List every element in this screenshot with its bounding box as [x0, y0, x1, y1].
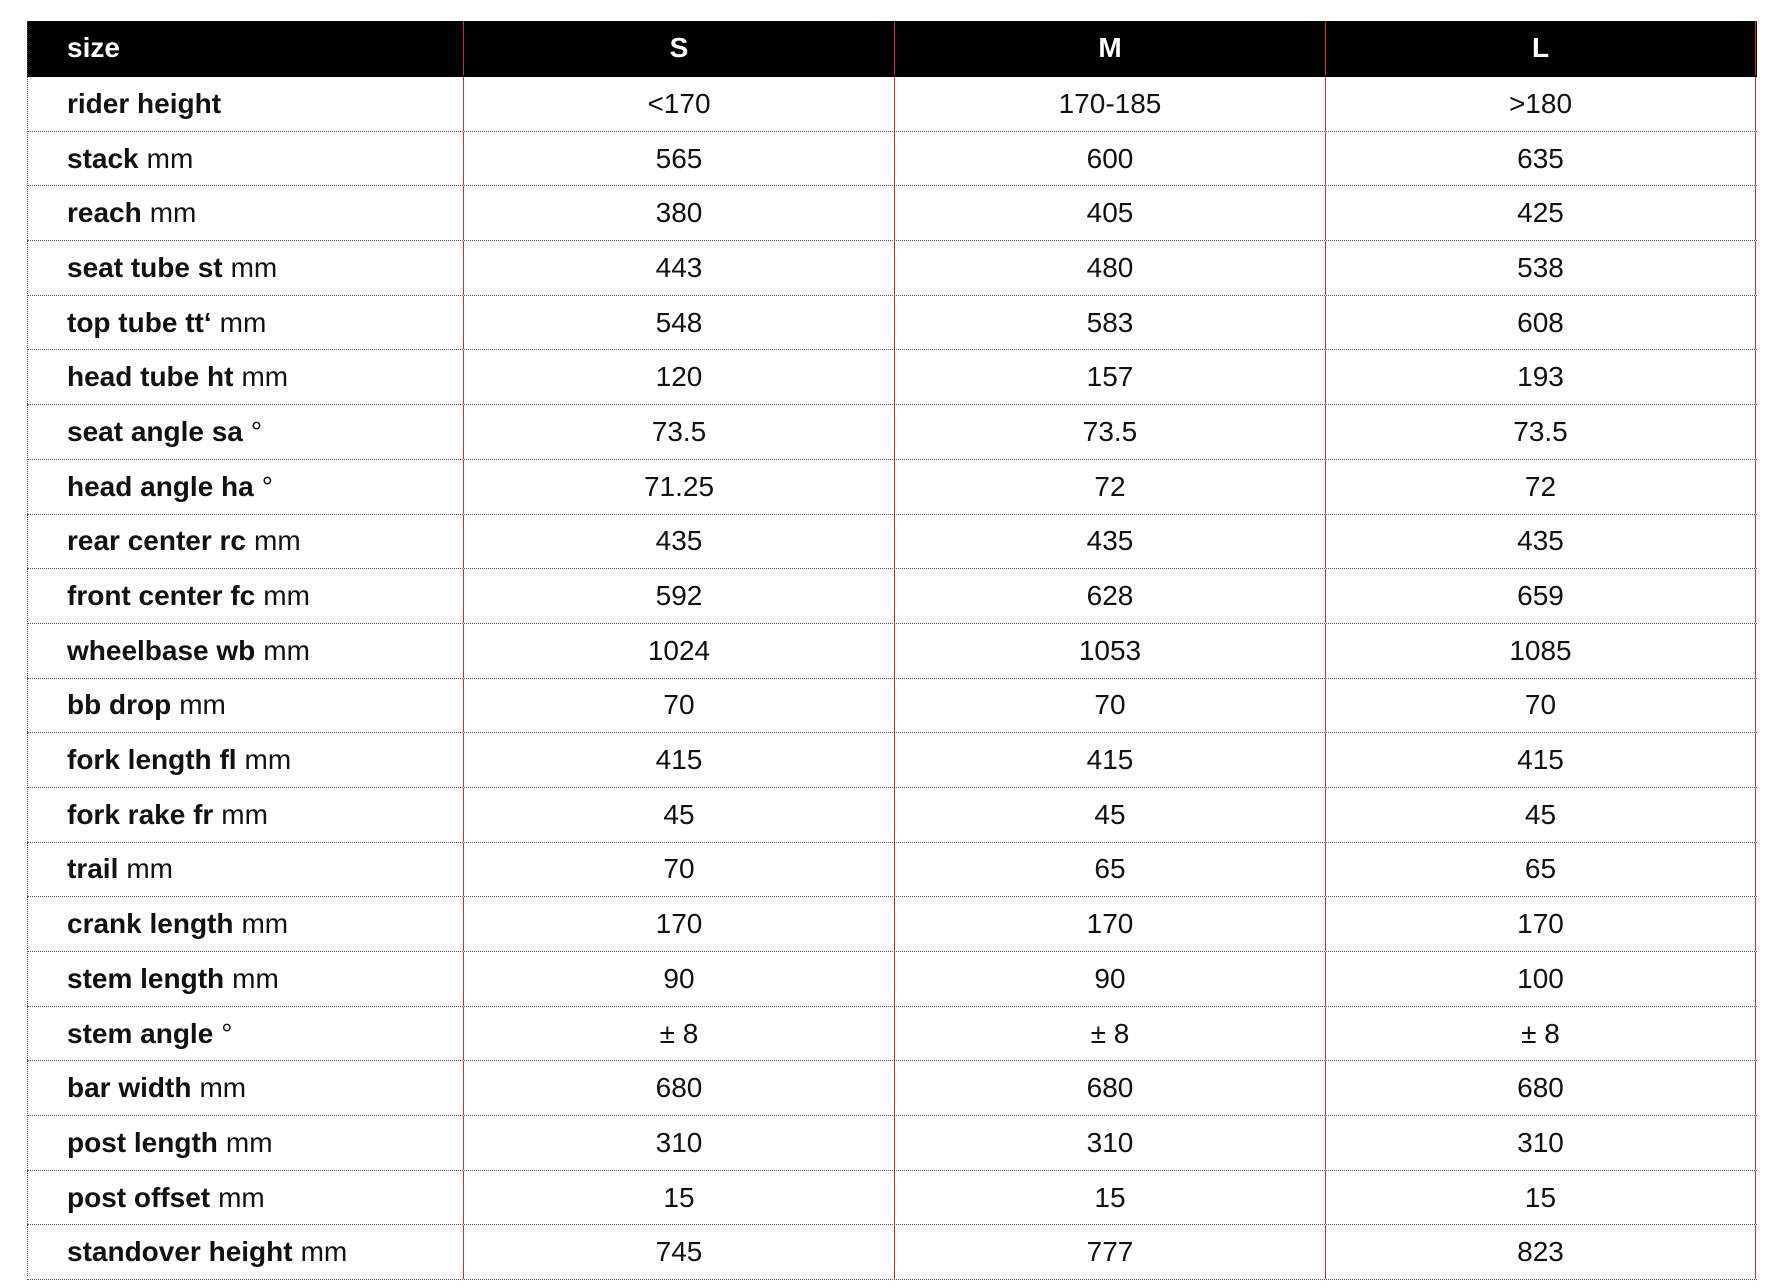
cell-size-s: ± 8	[463, 1007, 894, 1061]
row-label-name: seat angle sa	[67, 415, 243, 447]
table-row	[27, 77, 1757, 132]
row-label-name: top tube tt‘	[67, 306, 212, 338]
cell-size-s: 680	[463, 1061, 894, 1115]
cell-size-s: 1024	[463, 624, 894, 678]
row-label-name: fork length fl	[67, 744, 237, 776]
table-row	[27, 897, 1757, 952]
cell-size-l: ± 8	[1325, 1007, 1756, 1061]
cell-size-m: 157	[894, 350, 1325, 404]
table-row	[27, 460, 1757, 515]
row-label-unit: mm	[300, 1236, 348, 1268]
row-label-unit: mm	[263, 580, 310, 612]
cell-size-s: 120	[463, 350, 894, 404]
cell-size-l: 680	[1325, 1061, 1756, 1115]
cell-size-l: 72	[1325, 460, 1756, 514]
row-label-unit: mm	[149, 197, 197, 229]
cell-size-l: 823	[1325, 1225, 1756, 1279]
cell-size-s: 443	[463, 241, 894, 295]
row-label-unit: mm	[263, 634, 310, 666]
cell-size-l: 538	[1325, 241, 1756, 295]
row-label-name: rider height	[67, 87, 222, 119]
cell-size-l: 659	[1325, 569, 1756, 623]
cell-size-l: 435	[1325, 515, 1756, 569]
table-row	[27, 679, 1757, 734]
cell-size-m: 680	[894, 1061, 1325, 1115]
cell-size-l: 425	[1325, 186, 1756, 240]
cell-size-m: ± 8	[894, 1007, 1325, 1061]
row-label	[27, 296, 463, 350]
row-label-unit: mm	[221, 798, 268, 830]
cell-size-l: 415	[1325, 733, 1756, 787]
table-row	[27, 186, 1757, 241]
header-size-label: size	[67, 32, 120, 63]
cell-size-l: 65	[1325, 843, 1756, 897]
cell-size-s: 73.5	[463, 405, 894, 459]
row-label-unit: °	[261, 470, 273, 502]
cell-size-l: 310	[1325, 1116, 1756, 1170]
row-label	[27, 1007, 463, 1061]
cell-size-l: 608	[1325, 296, 1756, 350]
cell-size-m: 70	[894, 679, 1325, 733]
row-label-name: stem length	[67, 962, 225, 994]
cell-size-s: 90	[463, 952, 894, 1006]
cell-size-s: 592	[463, 569, 894, 623]
row-label-unit: mm	[126, 853, 174, 885]
cell-size-l: 15	[1325, 1171, 1756, 1225]
table-row	[27, 1171, 1757, 1226]
table-row	[27, 1225, 1757, 1280]
row-label	[27, 1171, 463, 1225]
row-label-unit: °	[250, 415, 263, 447]
row-label-unit: mm	[225, 1126, 273, 1158]
cell-size-s: 565	[463, 132, 894, 186]
row-label	[27, 569, 463, 623]
row-label-unit: mm	[219, 306, 267, 338]
cell-size-s: 15	[463, 1171, 894, 1225]
table-row	[27, 952, 1757, 1007]
cell-size-s: 45	[463, 788, 894, 842]
row-label-name: trail	[67, 853, 119, 885]
cell-size-m: 583	[894, 296, 1325, 350]
row-label-name: fork rake fr	[67, 798, 214, 830]
row-label-name: post length	[67, 1126, 218, 1158]
row-label-name: crank length	[67, 908, 234, 940]
cell-size-l: 45	[1325, 788, 1756, 842]
cell-size-s: 435	[463, 515, 894, 569]
row-label	[27, 515, 463, 569]
table-row	[27, 132, 1757, 187]
row-label-name: bar width	[67, 1072, 192, 1104]
cell-size-s: 548	[463, 296, 894, 350]
cell-size-m: 65	[894, 843, 1325, 897]
row-label	[27, 405, 463, 459]
row-label-name: reach	[67, 197, 142, 229]
row-label	[27, 186, 463, 240]
header-size-s: S	[463, 21, 894, 75]
cell-size-s: 71.25	[463, 460, 894, 514]
row-label	[27, 1225, 463, 1279]
cell-size-m: 415	[894, 733, 1325, 787]
table-header-row	[27, 21, 1757, 77]
table-row	[27, 843, 1757, 898]
row-label-name: rear center rc	[67, 525, 247, 557]
table-row	[27, 733, 1757, 788]
table-row	[27, 296, 1757, 351]
cell-size-m: 90	[894, 952, 1325, 1006]
row-label-unit: mm	[146, 142, 194, 174]
row-label-name: head angle ha	[67, 470, 254, 502]
table-row	[27, 405, 1757, 460]
row-label-name: stem angle	[67, 1017, 214, 1049]
cell-size-l: 170	[1325, 897, 1756, 951]
cell-size-s: <170	[463, 77, 894, 131]
table-row	[27, 1116, 1757, 1171]
cell-size-s: 380	[463, 186, 894, 240]
table-left-border	[27, 21, 28, 1276]
cell-size-l: 73.5	[1325, 405, 1756, 459]
row-label-unit: mm	[241, 908, 289, 940]
table-row	[27, 350, 1757, 405]
cell-size-m: 628	[894, 569, 1325, 623]
cell-size-m: 170-185	[894, 77, 1325, 131]
cell-size-s: 310	[463, 1116, 894, 1170]
cell-size-l: >180	[1325, 77, 1756, 131]
row-label-unit: mm	[179, 689, 226, 721]
table-row	[27, 1007, 1757, 1062]
cell-size-m: 170	[894, 897, 1325, 951]
cell-size-l: 193	[1325, 350, 1756, 404]
cell-size-s: 415	[463, 733, 894, 787]
row-label-name: stack	[67, 142, 139, 174]
cell-size-l: 635	[1325, 132, 1756, 186]
cell-size-m: 480	[894, 241, 1325, 295]
cell-size-m: 435	[894, 515, 1325, 569]
row-label	[27, 1061, 463, 1115]
cell-size-l: 70	[1325, 679, 1756, 733]
row-label	[27, 733, 463, 787]
row-label-unit: mm	[199, 1072, 247, 1104]
row-label	[27, 1116, 463, 1170]
row-label	[27, 460, 463, 514]
cell-size-m: 600	[894, 132, 1325, 186]
row-label-unit: mm	[218, 1181, 265, 1213]
cell-size-s: 745	[463, 1225, 894, 1279]
row-label-unit: °	[221, 1017, 233, 1049]
row-label-name: standover height	[67, 1236, 293, 1268]
cell-size-m: 1053	[894, 624, 1325, 678]
row-label-unit: mm	[241, 361, 289, 393]
table-row	[27, 624, 1757, 679]
cell-size-s: 70	[463, 843, 894, 897]
row-label-unit: mm	[254, 525, 301, 557]
table-row	[27, 241, 1757, 296]
header-size-l: L	[1325, 21, 1756, 75]
row-label	[27, 788, 463, 842]
table-row	[27, 515, 1757, 570]
row-label	[27, 132, 463, 186]
table-row	[27, 1061, 1757, 1116]
cell-size-l: 100	[1325, 952, 1756, 1006]
table-row	[27, 569, 1757, 624]
header-size-m: M	[894, 21, 1325, 75]
row-label	[27, 624, 463, 678]
cell-size-m: 15	[894, 1171, 1325, 1225]
cell-size-m: 72	[894, 460, 1325, 514]
table-row	[27, 788, 1757, 843]
row-label-name: front center fc	[67, 580, 256, 612]
cell-size-s: 70	[463, 679, 894, 733]
row-label	[27, 952, 463, 1006]
geometry-table	[27, 21, 1757, 1280]
table-body	[27, 77, 1757, 1280]
row-label-unit: mm	[244, 744, 292, 776]
row-label	[27, 679, 463, 733]
row-label-unit: mm	[230, 251, 278, 283]
row-label	[27, 77, 463, 131]
cell-size-m: 405	[894, 186, 1325, 240]
row-label-name: post offset	[67, 1181, 211, 1213]
row-label	[27, 897, 463, 951]
cell-size-m: 45	[894, 788, 1325, 842]
cell-size-l: 1085	[1325, 624, 1756, 678]
row-label-name: wheelbase wb	[67, 634, 256, 666]
row-label	[27, 843, 463, 897]
row-label-unit: mm	[232, 962, 279, 994]
row-label-name: bb drop	[67, 689, 172, 721]
row-label	[27, 241, 463, 295]
cell-size-m: 73.5	[894, 405, 1325, 459]
row-label-name: head tube ht	[67, 361, 234, 393]
row-label-name: seat tube st	[67, 251, 223, 283]
row-label	[27, 350, 463, 404]
cell-size-s: 170	[463, 897, 894, 951]
cell-size-m: 310	[894, 1116, 1325, 1170]
cell-size-m: 777	[894, 1225, 1325, 1279]
